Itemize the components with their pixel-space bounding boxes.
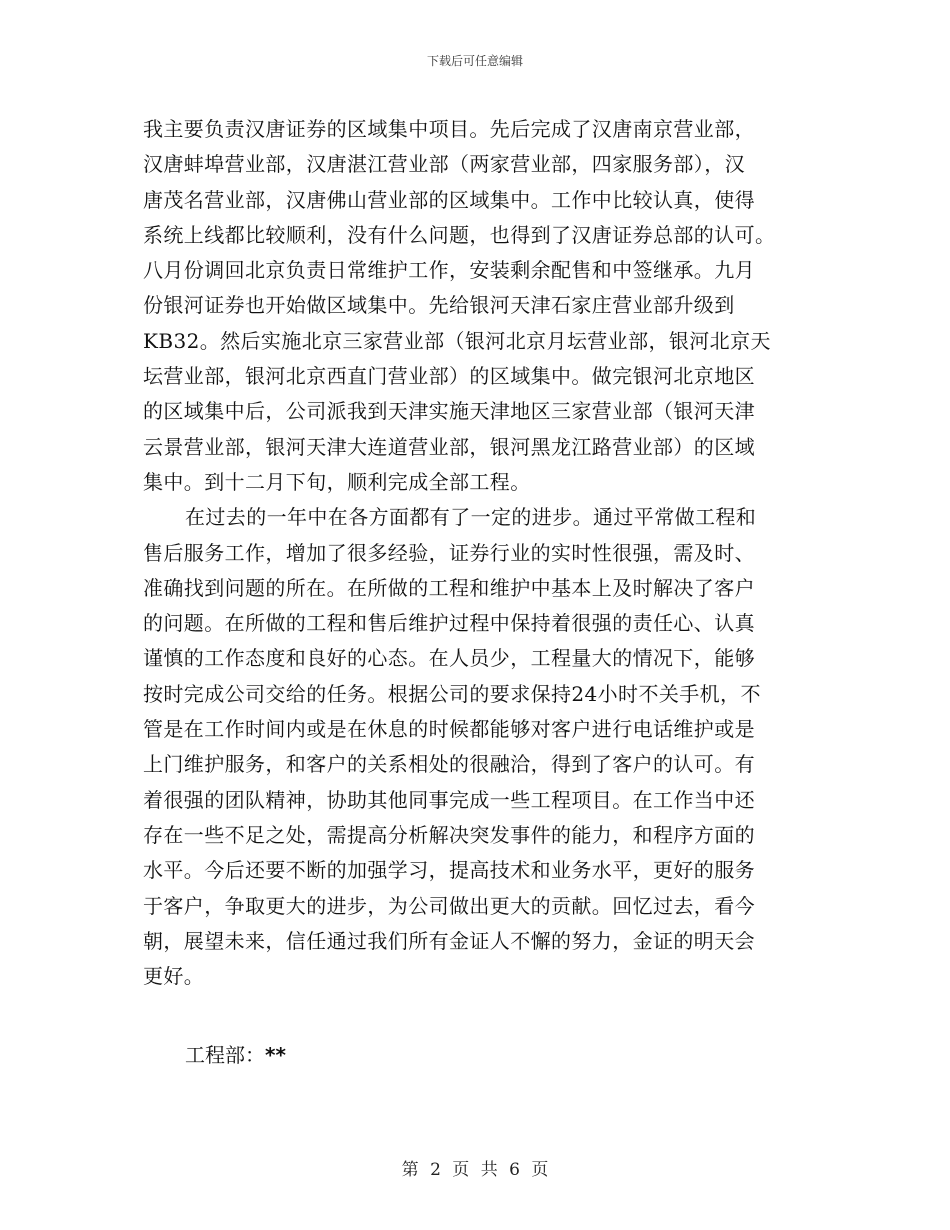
text-line: KB32。然后实施北京三家营业部（银河北京月坛营业部，银河北京天: [143, 328, 771, 353]
text-line: 售后服务工作，增加了很多经验，证券行业的实时性很强，需及时、: [143, 540, 755, 565]
text-line: 于客户，争取更大的进步，为公司做出更大的贡献。回忆过去，看今: [143, 893, 755, 918]
text-line: 着很强的团队精神，协助其他同事完成一些工程项目。在工作当中还: [143, 787, 755, 812]
text-line: 上门维护服务，和客户的关系相处的很融洽，得到了客户的认可。有: [143, 752, 755, 777]
text-line: 存在一些不足之处，需提高分析解决突发事件的能力，和程序方面的: [143, 822, 755, 847]
footer-total-pages: 6: [509, 1160, 520, 1180]
text-line: 更好。: [143, 964, 205, 989]
text-line: 我主要负责汉唐证券的区域集中项目。先后完成了汉唐南京营业部，: [143, 117, 755, 141]
document-body: [143, 112, 799, 994]
footer-suffix: 页: [531, 1160, 549, 1180]
text-line: 集中。到十二月下旬，顺利完成全部工程。: [143, 469, 531, 494]
page-header-note: 下载后可任意编辑: [426, 54, 523, 68]
text-line: 在过去的一年中在各方面都有了一定的进步。通过平常做工程和: [185, 505, 757, 530]
text-line: 谨慎的工作态度和良好的心态。在人员少，工程量大的情况下，能够: [143, 646, 755, 671]
text-line: 水平。今后还要不断的加强学习，提高技术和业务水平，更好的服务: [143, 858, 755, 883]
page-footer: [0, 1155, 950, 1180]
text-line: 份银河证券也开始做区域集中。先给银河天津石家庄营业部升级到: [143, 293, 735, 318]
text-line: 管是在工作时间内或是在休息的时候都能够对客户进行电话维护或是: [143, 717, 755, 742]
text-line: 坛营业部，银河北京西直门营业部）的区域集中。做完银河北京地区: [143, 364, 755, 389]
text-line: 准确找到问题的所在。在所做的工程和维护中基本上及时解决了客户: [143, 575, 755, 600]
signature-line: [185, 1038, 286, 1073]
paragraph-2: [143, 500, 799, 994]
text-line: 的区域集中后，公司派我到天津实施天津地区三家营业部（银河天津: [143, 399, 755, 424]
footer-page-unit: 页: [452, 1160, 470, 1180]
footer-prefix: 第: [401, 1160, 419, 1180]
text-line: 八月份调回北京负责日常维护工作，安装剩余配售和中签继承。九月: [143, 258, 755, 283]
text-line: 的问题。在所做的工程和售后维护过程中保持着很强的责任心、认真: [143, 611, 755, 636]
text-line: 汉唐蚌埠营业部，汉唐湛江营业部（两家营业部，四家服务部），汉: [143, 152, 745, 177]
signature-label: 工程部：: [185, 1043, 265, 1067]
signature-name: **: [265, 1043, 286, 1067]
text-line: 朝，展望未来，信任通过我们所有金证人不懈的努力，金证的明天会: [143, 928, 755, 953]
footer-current-page: 2: [430, 1160, 441, 1180]
text-line: 云景营业部，银河天津大连道营业部，银河黑龙江路营业部）的区域: [143, 434, 755, 459]
paragraph-1: [143, 112, 799, 500]
text-line: 系统上线都比较顺利，没有什么问题，也得到了汉唐证券总部的认可。: [143, 222, 776, 247]
footer-total-word: 共: [480, 1160, 498, 1180]
text-line: 唐茂名营业部，汉唐佛山营业部的区域集中。工作中比较认真，使得: [143, 187, 755, 212]
text-line: 按时完成公司交给的任务。根据公司的要求保持24小时不关手机，不: [143, 681, 761, 706]
